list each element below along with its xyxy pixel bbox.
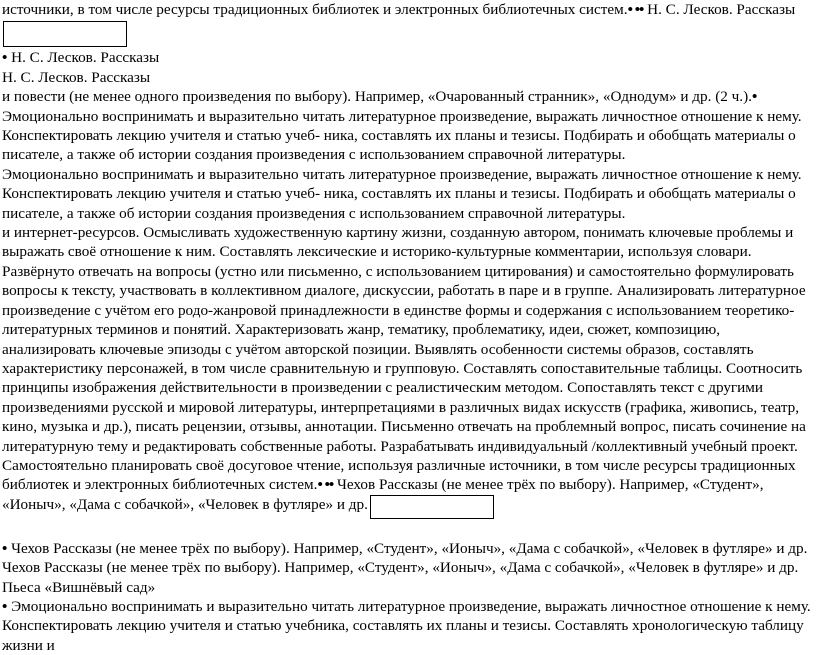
paragraph [2,87,814,165]
bullet-icons: • •• [317,476,334,494]
paragraph [2,165,814,223]
text-fragment: Чехов Рассказы (не менее трёх по выбору). Например, «Студент», «Ионыч», «Дама с собачкой», «Человек в футляре» и др. [2,476,764,513]
empty-box [370,495,494,519]
bullet-icon: • [2,539,8,557]
text-line [2,48,814,67]
bullet-icon: • [2,49,8,67]
bullet-icon: • [751,88,758,106]
text-fragment: и повести (не менее одного произведения по выбору). Например, «Очарованный странник», «Однодум» и др. (2 ч.). [2,88,752,106]
bullet-icons: • •• [627,1,644,18]
text-line [2,578,814,597]
text-fragment: Н. С. Лесков. Рассказы [2,68,151,86]
text-fragment: Пьеса «Вишнёвый сад» [2,578,156,596]
text-fragment: и интернет-ресурсов. Осмысливать художественную картину жизни, созданную автором, понимать ключевые проблемы и выражать своё отношение к ним. Составлять лексические и историко-культурные комментарии, используя словари. Развёрнуто отвечать на вопросы (устно или письменно, с использованием цитирования) и самостоятельно формулировать вопросы к тексту, участвовать в коллективном диалоге, дискуссии, работать в паре и в группе. Анализировать литературное произведение с учётом его родо-жанровой принадлежности в единстве формы и содержания с использованием теоретико-литературных терминов и понятий. Характеризовать жанр, тематику, проблематику, идеи, сюжет, композицию, анализировать ключевые эпизоды с учётом авторской позиции. Выявлять особенности системы образов, составлять характеристику персонажей, в том числе сравнительную и групповую. Составлять сопоставительные таблицы. Соотносить принципы изображения действительности в произведении с реалистическим методом. Сопоставлять текст с другими произведениями русской и мировой литературы, интерпретациями в различных видах искусств (графика, живопись, театр, кино, музыка и др.), писать рецензии, отзывы, аннотации. Письменно отвечать на проблемный вопрос, писать сочинение на литературную тему и редактировать собственные работы. Разрабатывать индивидуальный /коллективный учебный проект. Самостоятельно планировать своё досуговое чтение, используя различные источники, в том числе ресурсы традиционных библиотек и электронных библиотечных систем. [2,224,806,494]
text-fragment: Н. С. Лесков. Рассказы [7,49,160,67]
text-fragment: Эмоционально воспринимать и выразительно читать литературное произведение, выражать личностное отношение к нему. Конспектировать лекцию учителя и статью учеб- ника, составлять их планы и тезисы. Подбирать и обобщать материалы о писателе, а также об истории создания произведения с использованием справочной литературы. [2,165,802,222]
text-line [2,558,814,577]
spacer [2,519,814,539]
text-line [2,0,814,19]
paragraph [2,597,814,655]
text-line [2,68,814,87]
paragraph [2,223,814,519]
bullet-icon: • [2,597,8,615]
text-fragment: Чехов Рассказы (не менее трёх по выбору). Например, «Студент», «Ионыч», «Дама с собачкой», «Человек в футляре» и др. [2,559,799,577]
text-line [2,539,814,558]
text-fragment: источники, в том числе ресурсы традиционных библиотек и электронных библиотечных систем. [2,1,628,18]
text-fragment: Эмоционально воспринимать и выразительно читать литературное произведение, выражать личностное отношение к нему. Конспектировать лекцию учителя и статью учебника, составлять их планы и тезисы. Составлять хронологическую таблицу жизни и [2,597,811,654]
text-fragment: Эмоционально воспринимать и выразительно читать литературное произведение, выражать личностное отношение к нему. Конспектировать лекцию учителя и статью учеб- ника, составлять их планы и тезисы. Подбирать и обобщать материалы о писателе, а также об истории создания произведения с использованием справочной литературы. [2,107,802,164]
empty-box [3,21,127,47]
text-fragment: Н. С. Лесков. Рассказы [643,1,796,18]
text-fragment: Чехов Рассказы (не менее трёх по выбору). Например, «Студент», «Ионыч», «Дама с собачкой», «Человек в футляре» и др. [7,539,808,557]
